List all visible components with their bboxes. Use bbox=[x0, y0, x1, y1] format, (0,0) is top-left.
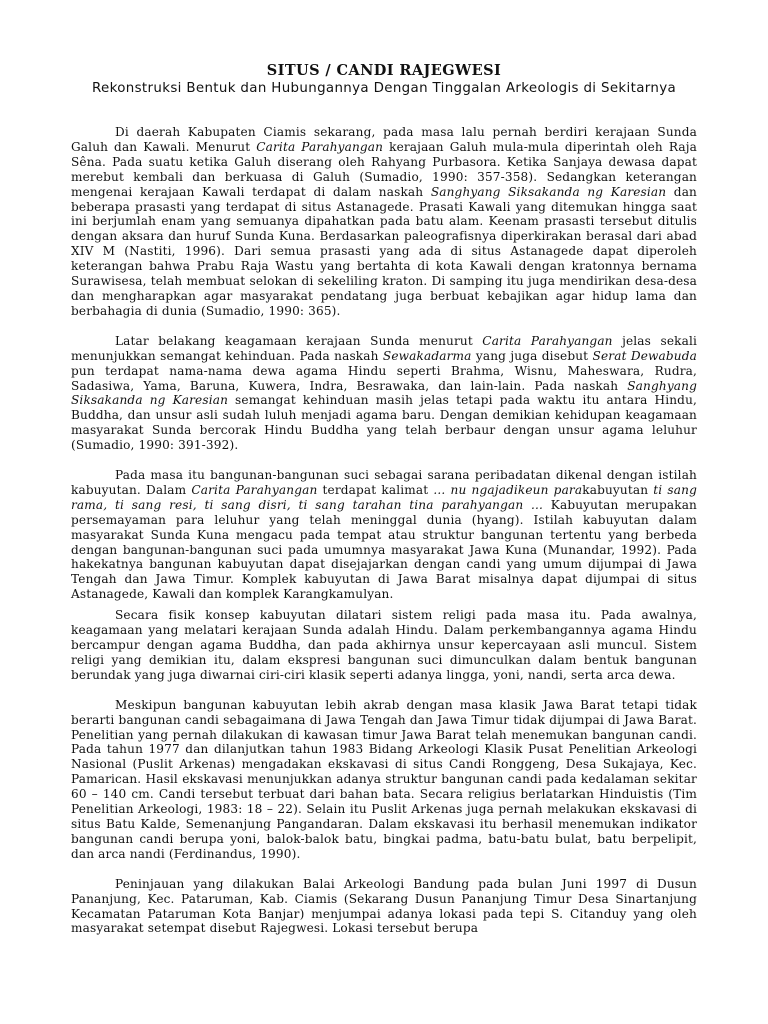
italic-text-run: Sewakadarma bbox=[382, 348, 472, 363]
document-subtitle: Rekonstruksi Bentuk dan Hubungannya Dengan Tinggalan Arkeologis di Sekitarnya bbox=[91, 81, 677, 96]
italic-text-run: Carita Parahyangan bbox=[482, 333, 613, 348]
paragraph bbox=[71, 468, 697, 602]
text-run: Meskipun bangunan kabuyutan lebih akrab dengan masa klasik Jawa Barat tetapi tidak berarti bangunan candi sebagaimana di Jawa Tengah dan Jawa Timur tidak dijumpai di Jawa Barat. Penelitian yang pernah dilakukan di kawasan timur Jawa Barat telah menemukan bangunan candi. Pada tahun 1977 dan dilanjutkan tahun 1983 Bidang Arkeologi Klasik Pusat Penelitian Arkeologi Nasional (Puslit Arkenas) mengadakan ekskavasi di situs Candi Ronggeng, Desa Sukajaya, Kec. Pamarican. Hasil ekskavasi menunjukkan adanya struktur bangunan candi pada kedalaman sekitar 60 – 140 cm. Candi tersebut terbuat dari bahan bata. Secara religius berlatarkan Hinduistis (Tim Penelitian Arkeologi, 1983: 18 – 22). Selain itu Puslit Arkenas juga pernah melakukan ekskavasi di situs Batu Kalde, Semenanjung Pangandaran. Dalam ekskavasi itu berhasil menemukan indikator bangunan candi berupa yoni, balok-balok batu, bingkai padma, batu-batu bulat, batu berpelipit, dan arca nandi (Ferdinandus, 1990). bbox=[71, 697, 697, 861]
document-body bbox=[71, 125, 697, 936]
italic-text-run: ti sang rama, ti sang resi, ti sang disri, ti sang tarahan tina parahyangan ... bbox=[71, 482, 697, 512]
text-run: Pada masa itu bangunan-bangunan suci sebagai sarana peribadatan dikenal dengan istilah kabuyutan. Dalam bbox=[71, 468, 697, 497]
text-run: pun terdapat nama-nama dewa agama Hindu seperti Brahma, Wisnu, Maheswara, Rudra, Sadasiwa, Yama, Baruna, Kuwera, Indra, Besrawaka, dan lain-lain. Pada naskah bbox=[71, 363, 697, 393]
text-run: Latar belakang keagamaan kerajaan Sunda menurut bbox=[115, 333, 483, 348]
text-run: terdapat kalimat bbox=[317, 482, 434, 497]
paragraph bbox=[71, 125, 697, 319]
text-run: Di daerah Kabupaten Ciamis sekarang, pada masa lalu pernah berdiri kerajaan Sunda Galuh dan Kawali. Menurut bbox=[71, 125, 697, 154]
italic-text-run: Sanghyang Siksakanda ng Karesian bbox=[71, 378, 697, 408]
text-run: kabuyutan bbox=[582, 482, 654, 497]
text-run: semangat kehinduan masih jelas tetapi pada waktu itu antara Hindu, Buddha, dan unsur asli sudah luluh menjadi agama baru. Dengan demikian kehidupan keagamaan masyarakat Sunda bercorak Hindu Buddha yang telah berbaur dengan unsur agama leluhur (Sumadio, 1990: 391-392). bbox=[71, 393, 698, 453]
paragraph bbox=[71, 608, 697, 683]
text-run: kerajaan Galuh mula-mula diperintah oleh Raja Sêna. Pada suatu ketika Galuh diserang oleh Rahyang Purbasora. Ketika Sanjaya dewasa dapat merebut kembali dan berkuasa di Galuh (Sumadio, 1990: 357-358). Sedangkan keterangan mengenai kerajaan Kawali terdapat di dalam naskah bbox=[71, 139, 697, 199]
text-run: jelas sekali menunjukkan semangat kehinduan. Pada naskah bbox=[71, 333, 698, 363]
italic-text-run: ... nu ngajadikeun para bbox=[433, 482, 583, 497]
italic-text-run: Carita Parahyangan bbox=[256, 139, 384, 154]
paragraph bbox=[71, 877, 697, 937]
text-run: yang juga disebut bbox=[471, 348, 593, 363]
italic-text-run: Carita Parahyangan bbox=[191, 482, 318, 497]
text-run: Secara fisik konsep kabuyutan dilatari sistem religi pada masa itu. Pada awalnya, keagamaan yang melatari kerajaan Sunda adalah Hindu. Dalam perkembangannya agama Hindu bercampur dengan agama Buddha, dan pada akhirnya unsur kepercayaan asli muncul. Sistem religi yang demikian itu, dalam ekspresi bangunan suci dimunculkan dalam bentuk bangunan berundak yang juga diwarnai ciri-ciri klasik seperti adanya lingga, yoni, nandi, serta arca dewa. bbox=[71, 608, 697, 682]
italic-text-run: Serat Dewabuda bbox=[592, 348, 698, 363]
text-run: dan beberapa prasasti yang terdapat di situs Astanagede. Prasati Kawali yang ditemukan hingga saat ini berjumlah enam yang semuanya dipahatkan pada batu alam. Keenam prasasti tersebut ditulis dengan aksara dan huruf Sunda Kuna. Berdasarkan paleografisnya diperkirakan berasal dari abad XIV M (Nastiti, 1996). Dari semua prasasti yang ada di situs Astanagede dapat diperoleh keterangan bahwa Prabu Raja Wastu yang bertahta di kota Kawali dengan kratonnya bernama Surawisesa, telah membuat selokan di sekeliling kraton. Di samping itu juga mendirikan desa-desa dan mengharapkan agar masyarakat pendatang juga berbuat kebajikan agar hidup lama dan berbahagia di dunia (Sumadio, 1990: 365). bbox=[71, 184, 697, 318]
italic-text-run: Sanghyang Siksakanda ng Karesian bbox=[430, 184, 667, 199]
text-run: Peninjauan yang dilakukan Balai Arkeologi Bandung pada bulan Juni 1997 di Dusun Pananjung, Kec. Pataruman, Kab. Ciamis (Sekarang Dusun Pananjung Timur Desa Sinartanjung Kecamatan Pataruman Kota Banjar) menjumpai adanya lokasi pada tepi S. Citanduy yang oleh masyarakat setempat disebut Rajegwesi. Lokasi tersebut berupa bbox=[71, 876, 697, 936]
text-run: Kabuyutan merupakan persemayaman para leluhur yang telah meninggal dunia (hyang). Istilah kabuyutan dalam masyarakat Sunda Kuna mengacu pada tempat atau struktur bangunan tertentu yang berbeda dengan bangunan-bangunan suci pada umumnya masyarakat Jawa Kuna (Munandar, 1992). Pada hakekatnya bangunan kabuyutan dapat disejajarkan dengan candi yang umum dijumpai di Jawa Tengah dan Jawa Timur. Komplek kabuyutan di Jawa Barat misalnya dapat dijumpai di situs Astanagede, Kawali dan komplek Karangkamulyan. bbox=[71, 497, 697, 602]
paragraph bbox=[71, 698, 697, 862]
paragraph bbox=[71, 334, 697, 453]
document-title: SITUS / CANDI RAJEGWESI bbox=[266, 62, 502, 79]
